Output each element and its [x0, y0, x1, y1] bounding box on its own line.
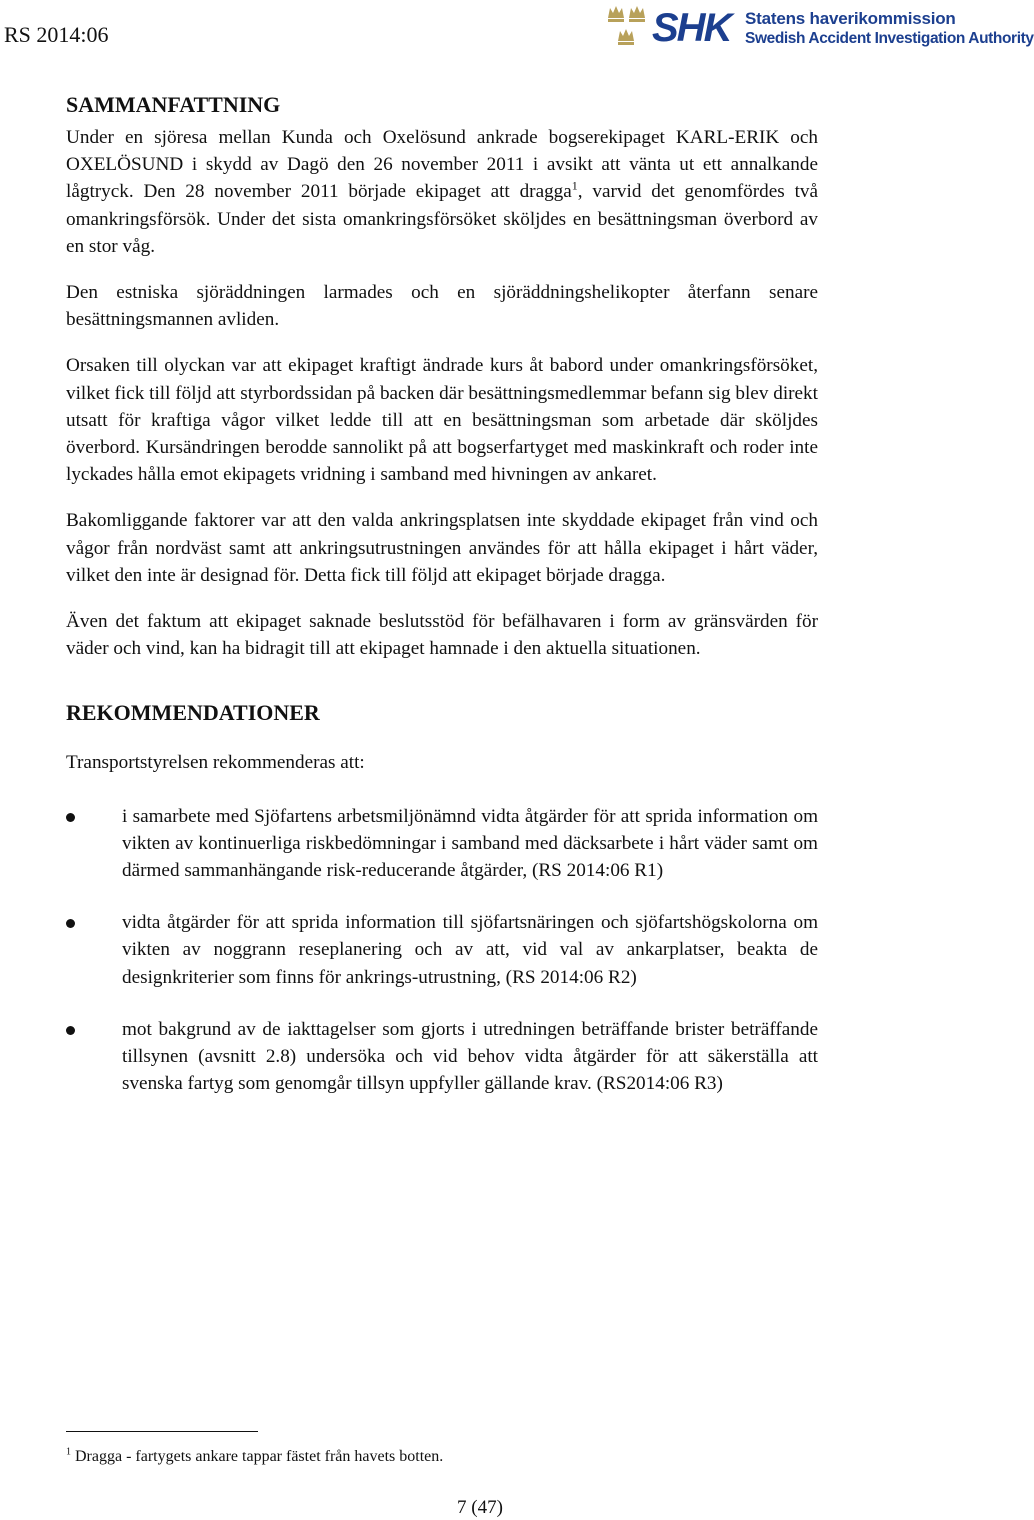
shk-logo [606, 4, 1034, 50]
footnote-divider [66, 1431, 258, 1432]
recommendation-text: vidta åtgärder för att sprida information till sjöfartsnäringen och sjöfartshögskolorna om vikten av noggrann reseplanering och av att, vid val av ankarplatser, beakta de designkriterier som finns för ankrings-utrustning, (RS 2014:06 R2) [122, 912, 818, 988]
page-number: 7 (47) [457, 1497, 503, 1518]
recommendation-item [66, 909, 818, 991]
bullet-icon [66, 919, 75, 928]
agency-name-swedish: Statens haverikommission [745, 9, 956, 28]
bullet-icon [66, 1026, 75, 1035]
footnote-reference[interactable]: 1 [571, 179, 578, 194]
recommendation-item [66, 1016, 818, 1098]
summary-paragraph-4: Bakomliggande faktorer var att den valda ankringsplatsen inte skyddade ekipaget från vind och vågor från nordväst samt att ankringsutrustningen användes för att hålla ekipaget i hårt väder, vilket den inte är designad för. Detta fick till följd att ekipaget började dragga. [66, 510, 818, 586]
recommendation-text: i samarbete med Sjöfartens arbetsmiljönämnd vidta åtgärder för att sprida information om vikten av kontinuerliga riskbedömningar i samband med däcksarbete i hårt väder samt om därmed sammanhängande risk-reducerande åtgärder, (RS 2014:06 R1) [122, 805, 818, 882]
recommendations-list [66, 803, 818, 1098]
report-id: RS 2014:06 [4, 22, 109, 47]
recommendations-intro: Transportstyrelsen rekommenderas att: [66, 752, 365, 774]
summary-paragraph-3: Orsaken till olyckan var att ekipaget kraftigt ändrade kurs åt babord under omankringsförsöket, vilket fick till följd att styrbordssidan på backen där besättningsmedlemmar befann sig blev direkt utsatt för kraftiga vågor vilket ledde till att en besättningsman som arbetade där sköljdes överbord. Kursändringen berodde sannolikt på att bogserfartyget med maskinkraft och roder inte lyckades hålla emot ekipagets vridning i samband med hivningen av ankaret. [66, 355, 818, 486]
page-body [66, 90, 818, 1097]
three-crowns-icon [606, 4, 648, 50]
footnote-text: Dragga - fartygets ankare tappar fästet från havets botten. [71, 1448, 444, 1465]
recommendations-heading: REKOMMENDATIONER [66, 700, 320, 726]
recommendation-item [66, 803, 818, 885]
agency-name-english: Swedish Accident Investigation Authority [745, 30, 1034, 47]
footnote-number: 1 [66, 1446, 71, 1458]
recommendation-text: mot bakgrund av de iakttagelser som gjorts i utredningen beträffande brister beträffande tillsynen (avsnitt 2.8) undersöka och vid behov vidta åtgärder för att säkerställa att svenska fartyg som genomgår tillsyn uppfyller gällande krav. (RS2014:06 R3) [122, 1018, 818, 1095]
summary-paragraph-1 [66, 124, 818, 260]
summary-paragraph-1-part-b: , varvid det genomfördes två omankringsförsök. Under det sista omankringsförsöket sköljdes en besättningsman överbord av en stor våg. [66, 181, 819, 257]
summary-heading: SAMMANFATTNING [66, 92, 281, 117]
summary-paragraph-5: Även det faktum att ekipaget saknade beslutsstöd för befälhavaren i form av gränsvärden för väder och vind, kan ha bidragit till att ekipaget hamnade i den aktuella situationen. [66, 611, 818, 660]
summary-paragraph-2: Den estniska sjöräddningen larmades och en sjöräddningshelikopter återfann senare besättningsmannen avliden. [66, 282, 818, 331]
bullet-icon [66, 813, 75, 822]
agency-name [745, 9, 1034, 48]
footnote [66, 1447, 443, 1467]
summary-paragraph-1-part-a: Under en sjöresa mellan Kunda och Oxelösund ankrade bogserekipaget KARL-ERIK och OXELÖSUND i skydd av Dagö den 26 november 2011 i avsikt att vänta ut ett annalkande lågtryck. Den 28 november 2011 började ekipaget att dragga [66, 127, 818, 203]
page-header [0, 0, 1034, 60]
shk-wordmark: SHK [652, 6, 731, 50]
